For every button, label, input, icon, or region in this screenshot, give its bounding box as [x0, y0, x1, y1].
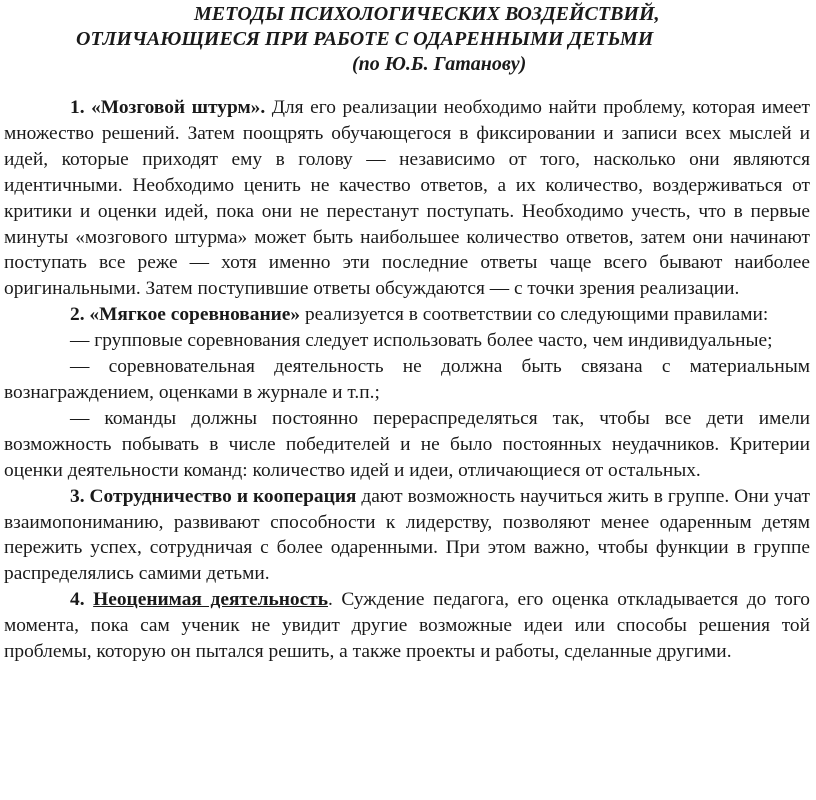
section-heading: 3. Сотрудничество и кооперация — [70, 485, 357, 507]
list-item: — групповые соревнования следует использовать более часто, чем индивидуальные; — [70, 330, 773, 352]
section-text: дают возможность научиться жить в группе. Они учат взаимопониманию, развивают способности к лидерству, позволяют менее одаренным детям пережить успех, сотрудничая с более одаренными. При этом важно, чтобы функции в группе распределялись самими детьми. — [4, 485, 810, 585]
section-text: . Суждение педагога, его оценка откладывается до того момента, пока сам ученик не увидит другие возможные идеи или способы решения той проблемы, которую он пытался решить, а также проекты и работы, сделанные другими. — [4, 589, 811, 663]
title-line-2: ОТЛИЧАЮЩИЕСЯ ПРИ РАБОТЕ С ОДАРЕННЫМИ ДЕТЬМИ — [76, 28, 654, 50]
section-heading: Неоценимая деятельность — [93, 589, 328, 611]
section-soft-competition — [4, 302, 810, 328]
list-item: — команды должны постоянно перераспределяться так, чтобы все дети имели возможность побывать в числе победителей и не было постоянных неудачников. Критерии оценки деятельности команд: количество идей и идеи, отличающиеся от остальных. — [4, 407, 810, 481]
document-title — [4, 0, 810, 95]
title-author: (по Ю.Б. Гатанову) — [352, 53, 527, 75]
section-text: Для его реализации необходимо найти проблему, которая имеет множество решений. Затем поощрять обучающегося в фиксировании и записи всех мыслей и идей, которые приходят ему в голову — независимо от того, насколько они являются идентичными. Необходимо ценить не качество ответов, а их количество, воздерживаться от критики и оценки идей, пока они не перестанут поступать. Необходимо учесть, что в первые минуты «мозгового штурма» может быть наибольшее количество ответов, затем они начинают поступать все реже — хотя именно эти последние ответы чаще всего бывают наиболее оригинальными. Затем поступившие ответы обсуждаются — с точки зрения реализации. — [4, 97, 811, 300]
section-heading-number: 4. — [70, 589, 94, 611]
section-text: реализуется в соответствии со следующими правилами: — [300, 304, 769, 326]
list-item: — соревновательная деятельность не должна быть связана с материальным вознаграждением, оценками в журнале и т.п.; — [4, 356, 810, 403]
section-cooperation — [4, 484, 810, 588]
section-non-evaluative — [4, 587, 810, 665]
title-line-1: МЕТОДЫ ПСИХОЛОГИЧЕСКИХ ВОЗДЕЙСТВИЙ, — [194, 3, 660, 25]
section-brainstorm — [4, 95, 810, 302]
section-heading: 2. «Мягкое соревнование» — [70, 304, 301, 326]
section-heading: 1. «Мозговой штурм». — [70, 97, 266, 118]
document-body — [4, 95, 810, 665]
